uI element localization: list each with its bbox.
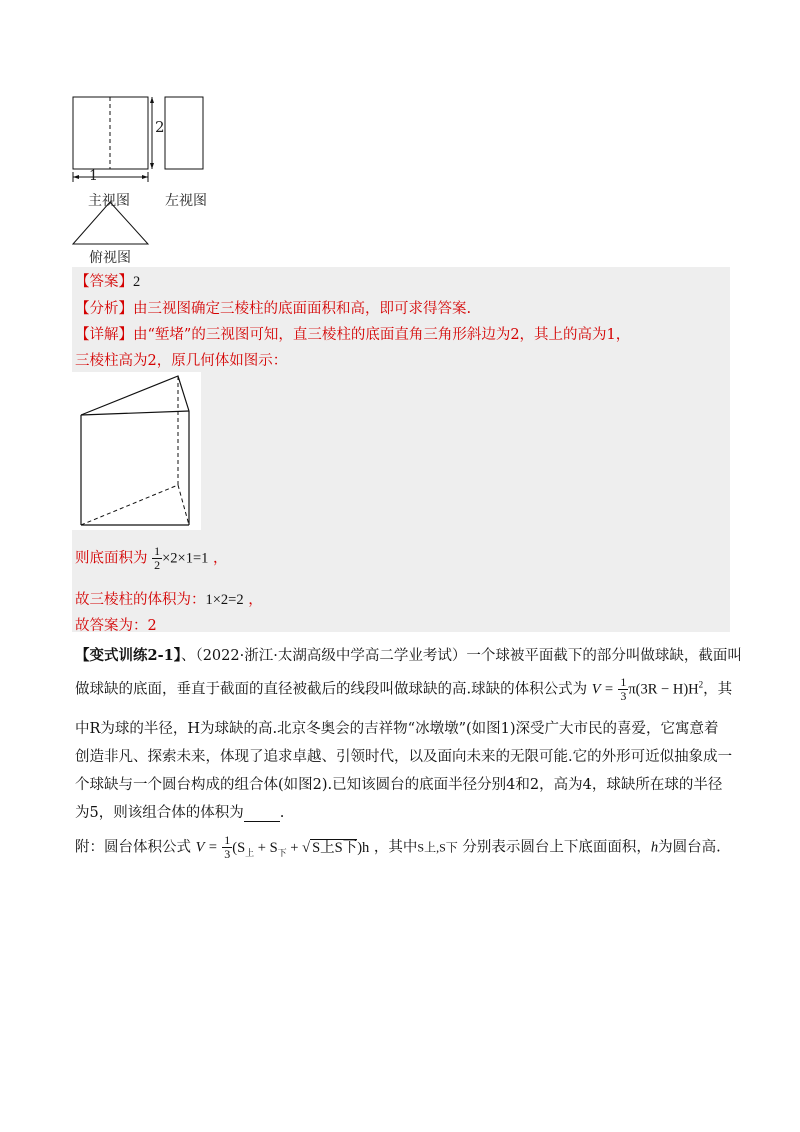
exercise-line-3: 中R为球的半径，H为球缺的高.北京冬奥会的吉祥物“冰墩墩”(如图1)深受广大市民的喜爱，它寓意着: [75, 721, 719, 737]
detail-line-1: [75, 323, 630, 344]
volume-suffix: ，: [248, 592, 263, 608]
exercise-source: （2022·浙江·太湖高级中学高二学业考试）: [195, 648, 467, 664]
exercise-tag: 【变式训练2-1】: [75, 647, 181, 664]
volume-line: [75, 588, 263, 609]
answer-line: [75, 270, 140, 291]
exercise-text-2: 做球缺的底面，垂直于截面的直径被截后的线段叫做球缺的高.球缺的体积公式为: [75, 681, 588, 698]
left-view-rect: [165, 97, 203, 169]
exercise-line-2: 做球缺的底面，垂直于截面的直径被截后的线段叫做球缺的高.球缺的体积公式为 V = $\frac{1}{3}$ $\pi(3R - H)H^2$，其: [75, 675, 733, 703]
detail-text-1: 由“堑堵”的三视图可知，直三棱柱的底面直角三角形斜边为2，其上的高为1，: [133, 327, 631, 343]
note-prefix: 附：圆台体积公式: [75, 839, 191, 856]
exercise-line-5: 个球缺与一个圆台构成的组合体(如图2).已知该圆台的底面半径分别4和2，高为4，球缺所在球的半径: [75, 777, 723, 793]
exercise-line-4: 创造非凡、探索未来，体现了追求卓越、引领时代，以及面向未来的无限可能.它的外形可近似抽象成一: [75, 749, 733, 765]
prism-figure: [72, 372, 201, 530]
detail-line-2: 三棱柱高为2，原几何体如图示：: [75, 353, 288, 369]
analysis-line: [75, 297, 471, 318]
analysis-text: 由三视图确定三棱柱的底面面积和高，即可求得答案.: [133, 301, 472, 317]
detail-tag: 【详解】: [75, 327, 133, 343]
width-dimension-label: 1: [89, 168, 98, 184]
volume-expression: 1×2=2: [205, 592, 244, 608]
exercise-text-1: 一个球被平面截下的部分叫做球缺，截面叫: [466, 648, 742, 664]
height-dimension-label: 2: [155, 118, 165, 136]
exercise-sep: 、: [180, 648, 196, 664]
main-view-label: 主视图: [88, 193, 130, 209]
frustum-fraction: $\frac{1}{3}$: [224, 833, 231, 861]
exercise-note: 附：圆台体积公式 V = $\frac{1}{3}$ ($S_上 + S_下$ + √ S上S下)h ，其中S上,S下 分别表示圆台上下底面面积，h为圆台高.: [75, 833, 721, 861]
left-view-label: 左视图: [165, 193, 207, 209]
answer-tag: 【答案】: [75, 274, 133, 290]
spherical-cap-fraction: $\frac{1}{3}$: [620, 675, 627, 703]
analysis-tag: 【分析】: [75, 301, 133, 317]
exercise-line-6: 为5，则该组合体的体积为 .: [75, 805, 285, 821]
answer-value: 2: [133, 274, 141, 290]
top-view-label: 俯视图: [89, 250, 131, 266]
area-expression: ×2×1=1: [162, 550, 209, 567]
final-answer: 故答案为：2: [75, 618, 157, 634]
area-fraction: $\frac{1}{2}$: [154, 544, 161, 572]
volume-prefix: 故三棱柱的体积为：: [75, 592, 206, 608]
answer-blank[interactable]: [244, 807, 280, 822]
exercise-line-1: [75, 644, 742, 665]
frustum-formula: ($S_上 + S_下$ + √ S上S下)h: [232, 839, 370, 858]
area-prefix: 则底面积为: [75, 550, 148, 567]
area-suffix: ，: [213, 550, 228, 567]
area-line: [75, 545, 228, 572]
spherical-cap-formula: π(3R − H)H: [628, 681, 699, 698]
